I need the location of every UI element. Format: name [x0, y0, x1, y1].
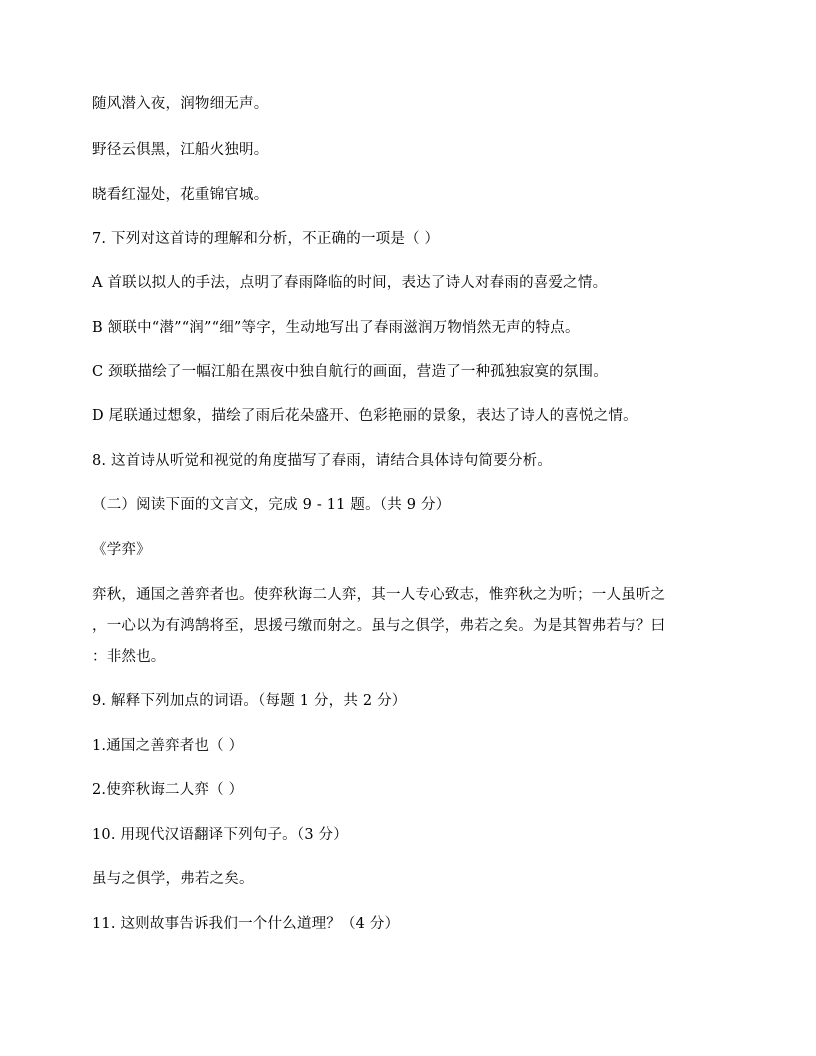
passage-line-3: ：非然也。	[92, 649, 166, 665]
section-2-heading: （二）阅读下面的文言文，完成 9 - 11 题。（共 9 分）	[92, 497, 451, 513]
question-7-option-a: A 首联以拟人的手法，点明了春雨降临的时间，表达了诗人对春雨的喜爱之情。	[92, 275, 608, 291]
question-9-stem: 9. 解释下列加点的词语。（每题 1 分，共 2 分）	[92, 693, 407, 709]
question-10-sentence: 虽与之俱学，弗若之矣。	[92, 871, 254, 887]
poem-line-3: 晓看红湿处，花重锦官城。	[92, 187, 269, 203]
question-7-option-b: B 颔联中“潜”“润”“细”等字，生动地写出了春雨滋润万物悄然无声的特点。	[92, 320, 580, 336]
passage-line-1: 弈秋，通国之善弈者也。使弈秋诲二人弈，其一人专心致志，惟弈秋之为听；一人虽听之	[92, 587, 666, 603]
poem-line-1: 随风潜入夜，润物细无声。	[92, 96, 269, 112]
passage-line-2: ，一心以为有鸿鹄将至，思援弓缴而射之。虽与之俱学，弗若之矣。为是其智弗若与？曰	[92, 618, 666, 634]
question-7-option-d: D 尾联通过想象，描绘了雨后花朵盛开、色彩艳丽的景象，表达了诗人的喜悦之情。	[92, 408, 638, 424]
poem-line-2: 野径云俱黑，江船火独明。	[92, 142, 269, 158]
question-9-item-2: 2.使弈秋诲二人弈（ ）	[92, 782, 244, 798]
question-9-item-1: 1.通国之善弈者也（ ）	[92, 738, 244, 754]
question-7-option-c: C 颈联描绘了一幅江船在黑夜中独自航行的画面，营造了一种孤独寂寞的氛围。	[92, 364, 608, 380]
question-7-stem: 7. 下列对这首诗的理解和分析，不正确的一项是（ ）	[92, 231, 440, 247]
question-8: 8. 这首诗从听觉和视觉的角度描写了春雨，请结合具体诗句简要分析。	[92, 453, 553, 469]
question-10-stem: 10. 用现代汉语翻译下列句子。（3 分）	[92, 827, 348, 843]
passage-title: 《学弈》	[92, 542, 151, 558]
question-11: 11. 这则故事告诉我们一个什么道理？（4 分）	[92, 916, 400, 932]
